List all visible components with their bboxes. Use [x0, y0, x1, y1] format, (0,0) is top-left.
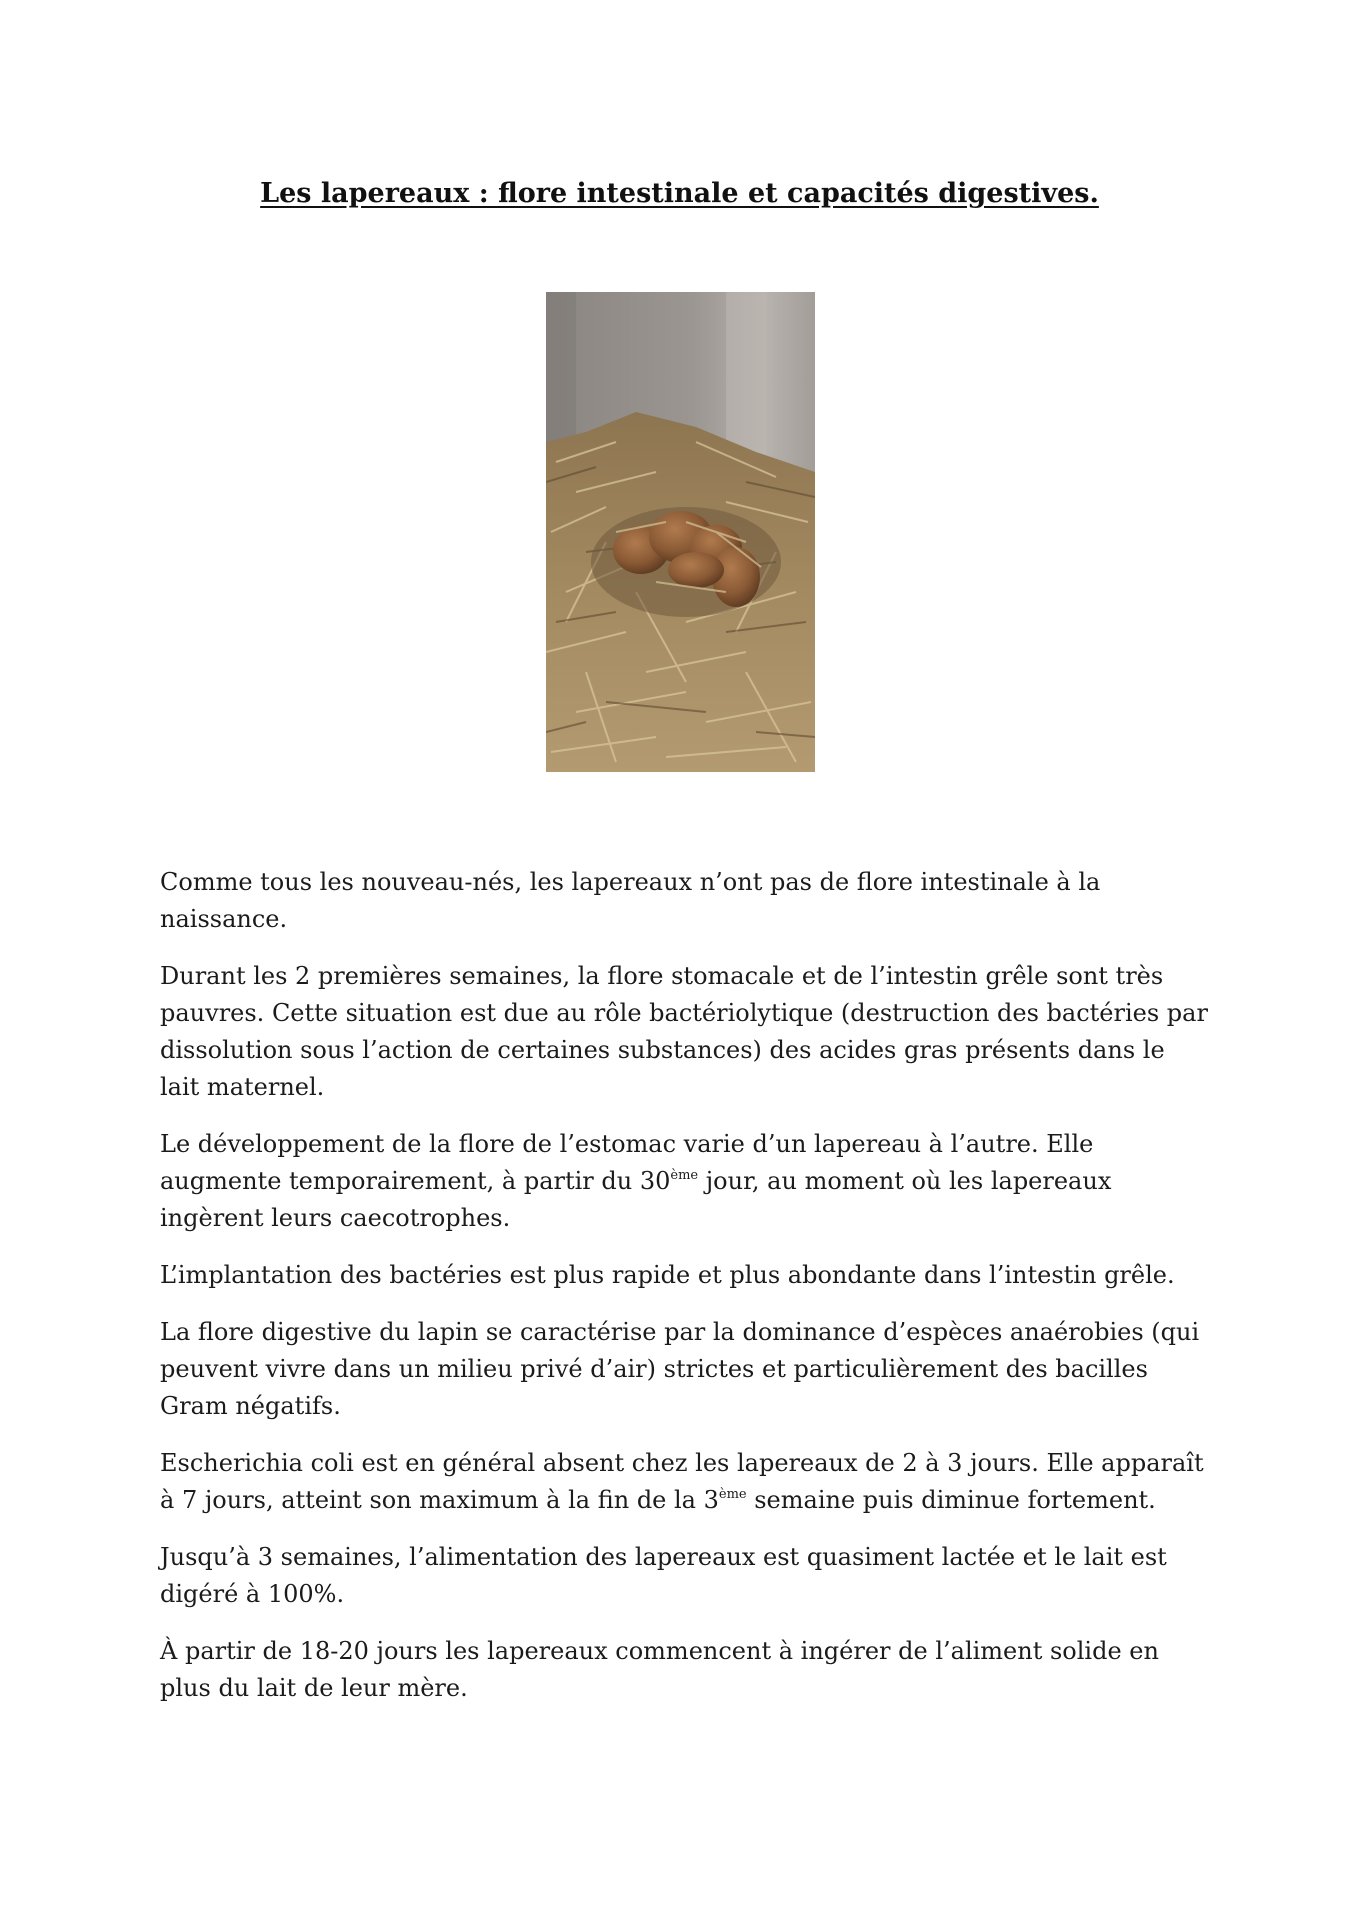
paragraph: La flore digestive du lapin se caractérise par la dominance d’espèces anaérobies (qui peuvent vivre dans un milieu privé d’air) strictes et particulièrement des bacilles Gram négatifs. — [160, 1318, 1200, 1420]
paragraph: À partir de 18-20 jours les lapereaux commencent à ingérer de l’aliment solide en plus du lait de leur mère. — [160, 1637, 1159, 1702]
paragraph: Durant les 2 premières semaines, la flore stomacale et de l’intestin grêle sont très pauvres. Cette situation est due au rôle bactériolytique (destruction des bactéries par dissolution sous l’action de certaines substances) des acides gras présents dans le lait maternel. — [160, 962, 1208, 1101]
paragraph-text: Escherichia coli est en général absent chez les lapereaux de 2 à 3 jours. Elle apparaît à 7 jours, atteint son maximum à la fin de la 3 — [160, 1449, 1204, 1514]
paragraph-text: Le développement de la flore de l’estomac varie d’un lapereau à l’autre. Elle augmente temporairement, à partir du 30 — [160, 1130, 1094, 1195]
paragraph: Jusqu’à 3 semaines, l’alimentation des lapereaux est quasiment lactée et le lait est digéré à 100%. — [160, 1543, 1167, 1608]
rabbit-nest-photo — [546, 292, 815, 772]
paragraph-text: semaine puis diminue fortement. — [746, 1486, 1156, 1514]
paragraph — [160, 1445, 1210, 1519]
superscript: ème — [670, 1168, 699, 1183]
paragraph: L’implantation des bactéries est plus rapide et plus abondante dans l’intestin grêle. — [160, 1261, 1175, 1289]
document-title: Les lapereaux : flore intestinale et capacités digestives. — [260, 178, 1099, 210]
superscript: ème — [718, 1487, 747, 1502]
document-body — [160, 864, 1210, 1727]
paragraph: Comme tous les nouveau-nés, les lapereaux n’ont pas de flore intestinale à la naissance. — [160, 868, 1101, 933]
paragraph-text: jour, au moment où les lapereaux ingèrent leurs caecotrophes. — [160, 1167, 1112, 1232]
paragraph — [160, 1126, 1210, 1237]
